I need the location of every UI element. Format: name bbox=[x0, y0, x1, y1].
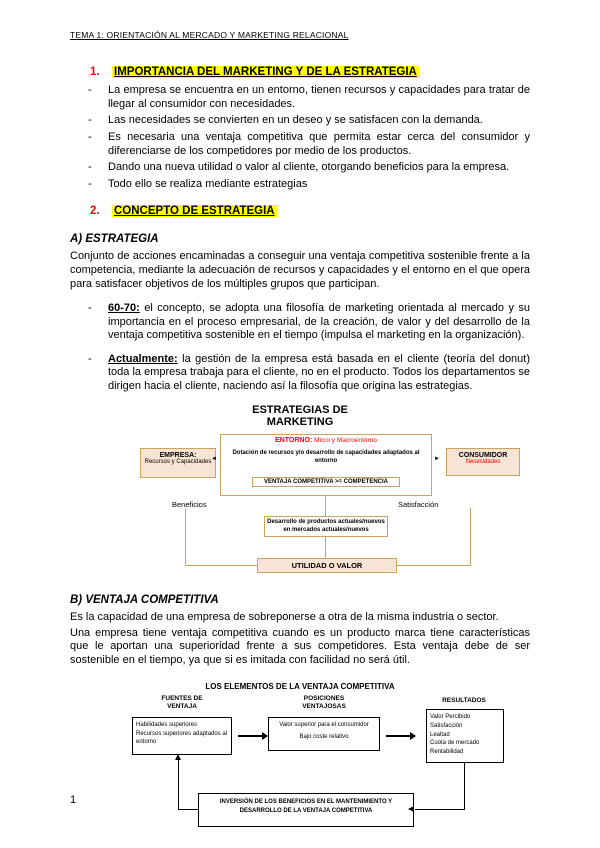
bullet-text: Dando una nueva utilidad o valor al cliente, otorgando beneficios para la empresa. bbox=[108, 161, 510, 174]
diagram-elementos-ventaja bbox=[70, 695, 540, 837]
bullet-dash: - bbox=[88, 84, 92, 96]
resultados-item: Cuota de mercado bbox=[430, 740, 480, 747]
entorno-subtitle: Micro y Macroentorno bbox=[312, 436, 377, 444]
subsection-b-heading: B) VENTAJA COMPETITIVA bbox=[70, 593, 219, 606]
point-label: 60-70: bbox=[108, 301, 140, 314]
bullet-text: La empresa se encuentra en un entorno, tienen recursos y capacidades para tratar de llegar al consumidor con necesidades. bbox=[108, 84, 530, 110]
arrow-left-icon: ◄ bbox=[211, 455, 217, 462]
paragraph-ventaja-1: Es la capacidad de una empresa de sobreponerse a otra de la misma industria o sector. bbox=[70, 610, 499, 623]
diagram2-title: LOS ELEMENTOS DE LA VENTAJA COMPETITIVA bbox=[205, 682, 395, 692]
section-2-heading bbox=[90, 205, 530, 217]
connector-line bbox=[415, 809, 465, 810]
connector-line bbox=[464, 763, 465, 810]
section-2-number: 2. bbox=[90, 205, 100, 218]
ventaja-competitiva-box: VENTAJA COMPETITIVA >= COMPETENCIA bbox=[252, 477, 400, 487]
entorno-label bbox=[220, 437, 432, 444]
page-header-text: TEMA 1: ORIENTACIÓN AL MERCADO Y MARKETING RELACIONAL bbox=[70, 30, 349, 40]
list-item bbox=[88, 178, 530, 192]
connector-line bbox=[470, 508, 471, 566]
subsection-a-heading: A) ESTRATEGIA bbox=[70, 233, 159, 246]
bullet-text bbox=[108, 302, 530, 343]
empresa-subtitle: Recursos y Capacidades bbox=[144, 458, 212, 465]
connector-line bbox=[178, 809, 198, 810]
fuentes-title: FUENTES DE VENTAJA bbox=[161, 695, 203, 711]
connector-line bbox=[178, 759, 179, 810]
page-header bbox=[70, 30, 530, 40]
bullet-dash: - bbox=[88, 177, 92, 190]
fuentes-box bbox=[132, 717, 232, 755]
list-item bbox=[88, 114, 530, 128]
resultados-box bbox=[426, 709, 504, 763]
resultados-item: Valor Percibido bbox=[430, 714, 471, 721]
consumidor-box bbox=[446, 448, 520, 476]
paragraph-ventaja-2: Una empresa tiene ventaja competitiva cuando es un producto marca tiene características que le aportan una superioridad frente a sus competidores. Esta ventaja debe de ser sostenible en el tiempo, ya que si es imitada con facilidad no será útil. bbox=[70, 626, 530, 667]
connector-line bbox=[185, 508, 186, 566]
consumidor-title: CONSUMIDOR bbox=[458, 451, 508, 459]
page-number: 1 bbox=[70, 794, 77, 806]
arrow-right-icon bbox=[238, 735, 262, 737]
connector-line bbox=[185, 565, 257, 566]
bullet-dash: - bbox=[88, 301, 92, 314]
list-item bbox=[88, 353, 530, 394]
list-item bbox=[88, 84, 530, 111]
entorno-title: ENTORNO: bbox=[275, 436, 313, 444]
diagram-estrategias-marketing bbox=[80, 404, 520, 584]
arrow-right-icon: ► bbox=[434, 455, 440, 462]
bullet-text: Es necesaria una ventaja competitiva que permita estar cerca del consumidor y diferenciarse de los competidores por medio de los productos. bbox=[108, 130, 530, 157]
beneficios-label: Beneficios bbox=[172, 499, 207, 509]
section-1-title: IMPORTANCIA DEL MARKETING Y DE LA ESTRATEGIA bbox=[114, 66, 417, 78]
list-item bbox=[88, 161, 530, 175]
section-1-heading bbox=[90, 66, 530, 78]
point-text: el concepto, se adopta una filosofía de marketing orientada al mercado y su importancia en el proceso empresarial, de la creación, de valor y del desarrollo de la ventaja competitiva sostenible en el tiempo (impulsa el marketing en la organización). bbox=[108, 301, 531, 342]
bullet-text: Todo ello se realiza mediante estrategias bbox=[108, 177, 308, 190]
dotacion-text: Dotación de recursos y/o desarrollo de capacidades adaptados al entorno bbox=[232, 449, 420, 464]
arrow-up-icon bbox=[175, 754, 181, 760]
section-2-title: CONCEPTO DE ESTRATEGIA bbox=[114, 205, 275, 218]
diagram1-title: ESTRATEGIAS DE MARKETING bbox=[252, 403, 348, 429]
resultados-item: Rentabilidad bbox=[430, 748, 464, 755]
point-label: Actualmente: bbox=[108, 352, 178, 365]
satisfaccion-label: Satisfacción bbox=[398, 499, 439, 509]
list-item bbox=[88, 302, 530, 343]
bullet-dash: - bbox=[88, 161, 92, 174]
posiciones-title: POSICIONES VENTAJOSAS bbox=[302, 695, 346, 711]
empresa-title: EMPRESA: bbox=[159, 451, 197, 459]
posiciones-item: Valor superior para el consumidor bbox=[279, 722, 369, 729]
resultados-title: RESULTADOS bbox=[442, 697, 486, 705]
empresa-box bbox=[140, 448, 216, 478]
utilidad-valor-box: UTILIDAD O VALOR bbox=[257, 558, 397, 573]
bullet-dash: - bbox=[88, 352, 92, 365]
posiciones-box bbox=[268, 717, 380, 751]
consumidor-subtitle: Necesidades bbox=[465, 458, 501, 465]
bullet-dash: - bbox=[88, 114, 92, 127]
resultados-item: Satisfacción bbox=[430, 722, 463, 729]
list-item bbox=[88, 131, 530, 158]
bullet-text: Las necesidades se convierten en un deseo y se satisfacen con la demanda. bbox=[108, 114, 483, 127]
resultados-item: Lealtad bbox=[430, 731, 450, 738]
bullet-dash: - bbox=[88, 130, 92, 143]
fuentes-item: Habilidades superiores bbox=[136, 722, 198, 729]
fuentes-item: Recursos superiores adaptados al entorno bbox=[136, 730, 228, 745]
paragraph-estrategia: Conjunto de acciones encaminadas a conseguir una ventaja competitiva sostenible frente a la competencia, mediante la adecuación de recursos y capacidades y el entorno en el que opera para satisfacer objetivos de los múltiples grupos que participan. bbox=[70, 250, 530, 291]
arrow-right-icon bbox=[386, 735, 410, 737]
posiciones-item: Bajo coste relativo bbox=[299, 733, 349, 740]
inversion-box: INVERSIÓN DE LOS BENEFICIOS EN EL MANTENIMIENTO Y DESARROLLO DE LA VENTAJA COMPETITIVA bbox=[198, 793, 414, 827]
connector-line bbox=[397, 565, 470, 566]
section-1-number: 1. bbox=[90, 66, 100, 78]
point-text: la gestión de la empresa está basada en el cliente (teoría del donut) toda la empresa trabaja para el cliente, no en el producto. Todos los departamentos se dirigen hacia el cliente, naciendo así la filosofía que origina las estrategias. bbox=[108, 352, 531, 393]
bullet-text bbox=[108, 353, 530, 394]
desarrollo-productos-box: Desarrollo de productos actuales/nuevos en mercados actuales/nuevos bbox=[264, 516, 388, 538]
